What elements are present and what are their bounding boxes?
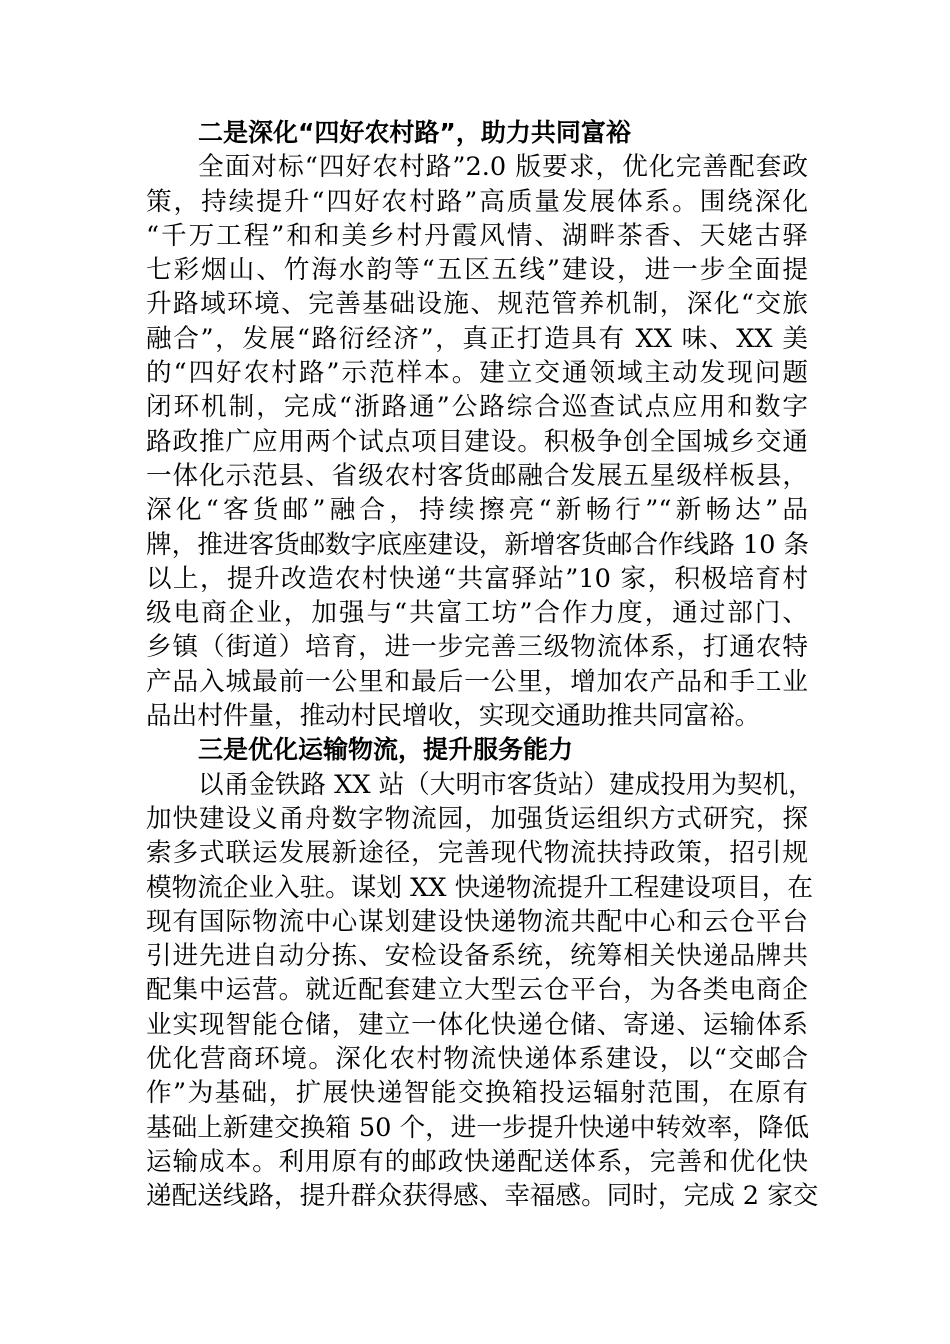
paragraph-line: 的“四好农村路”示范样本。建立交通领域主动发现问题 [146,358,808,389]
paragraph-line: 递配送线路，提升群众获得感、幸福感。同时，完成 2 家交 [146,1181,819,1212]
paragraph-line: “千万工程”和和美乡村丹霞风情、湖畔茶香、天姥古驿 [146,220,808,251]
paragraph-line: 作”为基础，扩展快递智能交换箱投运辐射范围，在原有 [146,1078,808,1109]
paragraph-line: 索多式联运发展新途径，完善现代物流扶持政策，招引规 [146,838,808,869]
paragraph-line: 引进先进自动分拣、安检设备系统，统筹相关快递品牌共 [146,941,808,972]
paragraph-line: 策，持续提升“四好农村路”高质量发展体系。围绕深化 [146,186,808,217]
section-heading-3: 三是优化运输物流，提升服务能力 [198,735,574,765]
section-heading-2: 二是深化“四好农村路”，助力共同富裕 [198,118,631,147]
paragraph-line: 乡镇（街道）培育，进一步完善三级物流体系，打通农特 [146,632,808,663]
paragraph-line: 闭环机制，完成“浙路通”公路综合巡查试点应用和数字 [146,392,808,423]
paragraph-line: 配集中运营。就近配套建立大型云仓平台，为各类电商企 [146,975,808,1006]
paragraph-line: 加快建设义甬舟数字物流园，加强货运组织方式研究，探 [146,803,808,834]
paragraph-line: 基础上新建交换箱 50 个，进一步提升快递中转效率，降低 [146,1112,810,1143]
paragraph-line: 七彩烟山、竹海水韵等“五区五线”建设，进一步全面提 [146,255,808,286]
paragraph-line: 现有国际物流中心谋划建设快递物流共配中心和云仓平台 [146,906,808,937]
paragraph-line: 级电商企业，加强与“共富工坊”合作力度，通过部门、 [146,598,808,629]
paragraph-line: 以上，提升改造农村快递“共富驿站”10 家，积极培育村 [146,563,808,594]
paragraph-line: 运输成本。利用原有的邮政快递配送体系，完善和优化快 [146,1146,808,1177]
paragraph-line: 全面对标“四好农村路”2.0 版要求，优化完善配套政 [198,152,808,183]
paragraph-line: 优化营商环境。深化农村物流快递体系建设，以“交邮合 [146,1044,808,1075]
paragraph-line: 路政推广应用两个试点项目建设。积极争创全国城乡交通 [146,426,808,457]
document-page [146,116,819,1214]
paragraph-line: 一体化示范县、省级农村客货邮融合发展五星级样板县， [146,460,808,491]
paragraph-line: 模物流企业入驻。谋划 XX 快递物流提升工程建设项目，在 [146,872,813,903]
paragraph-line: 融合”，发展“路衍经济”，真正打造具有 XX 味、XX 美 [146,323,808,354]
paragraph-line: 以甬金铁路 XX 站（大明市客货站）建成投用为契机， [198,769,814,800]
paragraph-line: 深化“客货邮”融合，持续擦亮“新畅行”“新畅达”品 [146,495,808,526]
paragraph-line: 业实现智能仓储，建立一体化快递仓储、寄递、运输体系 [146,1009,808,1040]
paragraph-line: 升路域环境、完善基础设施、规范管养机制，深化“交旅 [146,289,808,320]
paragraph-line: 品出村件量，推动村民增收，实现交通助推共同富裕。 [146,701,761,732]
paragraph-line: 牌，推进客货邮数字底座建设，新增客货邮合作线路 10 条 [146,529,810,560]
paragraph-line: 产品入城最前一公里和最后一公里，增加农产品和手工业 [146,666,808,697]
